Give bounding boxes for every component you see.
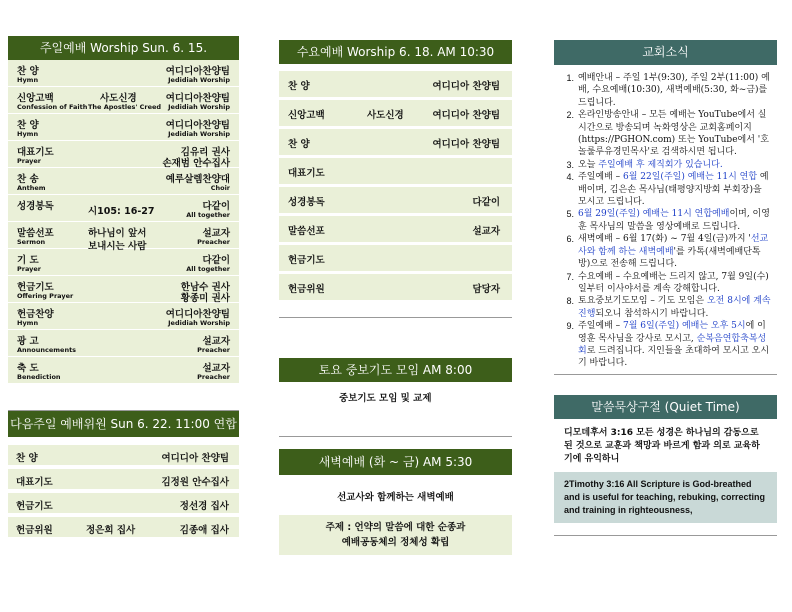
order-item-korean: 기 도 — [17, 255, 39, 266]
sunday-order-row — [8, 330, 239, 357]
order-item-english: Hymn — [17, 76, 39, 84]
news-item-text — [578, 171, 771, 208]
news-text: 수요예배 – 수요예배는 드리지 않고, 7월 9일(수)일부터 이사야서를 계속 강해합니다. — [578, 271, 769, 294]
news-column — [554, 40, 777, 536]
order-item-english: Offering Prayer — [17, 292, 74, 300]
dawn-theme-line-2: 예배공동체의 정체성 확립 — [341, 537, 450, 548]
news-item-text — [578, 271, 771, 296]
order-item-leader: 설교자 — [202, 228, 230, 239]
order-item-leader: 여디디아 찬양팀 — [432, 139, 500, 150]
news-item — [560, 159, 771, 171]
news-item-number: 2. — [566, 110, 574, 121]
order-item-korean: 찬 양 — [17, 66, 39, 77]
news-highlight: 순복음연합축복성회 — [578, 333, 767, 356]
dawn-worship-line: 선교사와 함께하는 새벽예배 — [337, 492, 454, 503]
news-text: 예배이며, 김은손 목사님(태평양지방회 부회장)을 모시고 드립니다. — [578, 172, 769, 208]
sunday-column — [8, 36, 239, 541]
news-highlight: 주일예배 후 제직회가 있습니다. — [598, 159, 723, 170]
news-item-text — [578, 72, 771, 109]
wednesday-order-row — [279, 245, 512, 271]
order-item-korean: 신앙고백 — [288, 110, 325, 121]
sunday-order-row — [8, 114, 239, 141]
news-item-number: 9. — [566, 321, 574, 332]
news-item-text — [578, 233, 771, 270]
quiet-time-korean: 디모데후서 3:16 모든 성경은 하나님의 감동으로 된 것으로 교훈과 책망과 바르게 함과 의로 교육하기에 유익하니 — [564, 427, 760, 464]
saturday-prayer-header: 토요 중보기도 모임 AM 8:00 — [279, 358, 512, 382]
order-item-korean: 성경봉독 — [288, 197, 325, 208]
sunday-order-row — [8, 357, 239, 384]
news-highlight: 선교사와 함께 하는 새벽예배 — [578, 234, 769, 257]
order-item-english: Announcements — [17, 346, 77, 354]
wednesday-order-row — [279, 129, 512, 155]
church-news-list — [560, 72, 771, 370]
order-item-korean: 축 도 — [17, 363, 39, 374]
order-item-leader: 여디디아 찬양팀 — [432, 81, 500, 92]
news-item-number: 8. — [566, 296, 574, 307]
news-item-number: 6. — [566, 234, 574, 245]
news-item — [560, 233, 771, 270]
duty-member: 김종애 집사 — [179, 525, 229, 536]
order-item-leader: 다같이 — [202, 201, 230, 212]
order-item-korean: 말씀선포 — [17, 228, 54, 239]
news-text: 이며, 이영훈 목사님의 말씀을 영상예배로 드립니다. — [578, 209, 770, 232]
order-item-leader: 다같이 — [472, 197, 500, 208]
wednesday-order-row — [279, 216, 512, 242]
news-highlight: 6월 29일(주일) 예배는 11시 연합예배 — [578, 209, 730, 220]
news-text: 주일예배 – — [578, 321, 623, 332]
order-item-korean: 찬 송 — [17, 174, 39, 185]
order-item-korean: 헌금기도 — [288, 255, 325, 266]
order-item-leader-sub: Choir — [210, 184, 230, 192]
news-item-text — [578, 320, 771, 370]
news-item-text — [578, 295, 771, 320]
order-item-leader-sub: Preacher — [197, 238, 230, 246]
next-sunday-row — [8, 445, 239, 469]
order-item-leader-sub: Jedidiah Worship — [168, 103, 230, 111]
wednesday-order-row — [279, 187, 512, 213]
order-item-korean: 광 고 — [17, 336, 39, 347]
news-text: 로 드려집니다. 지인들을 초대하여 모시고 오시기 바랍니다. — [578, 345, 770, 369]
duty-member: 정은희 집사 — [86, 525, 136, 536]
news-item — [560, 109, 771, 159]
news-text: 새벽예배 – 6월 17(화) ~ 7월 4일(금)까지 ' — [578, 234, 751, 245]
order-item-leader-sub: Jedidiah Worship — [168, 76, 230, 84]
order-item-leader-sub: Preacher — [197, 346, 230, 354]
order-item-leader: 여디디아찬양팀 — [165, 309, 230, 320]
wednesday-order-list — [279, 71, 512, 300]
order-item-detail: 사도신경 — [100, 93, 137, 104]
order-item-leader: 한남수 권사 — [180, 282, 230, 293]
duty-member: 여디디아 찬양팀 — [161, 453, 229, 464]
next-sunday-row — [8, 517, 239, 541]
wednesday-worship-header: 수요예배 Worship 6. 18. AM 10:30 — [279, 40, 512, 64]
order-item-leader: 여디디아찬양팀 — [165, 93, 230, 104]
order-item-detail: 사도신경 — [367, 110, 404, 121]
wednesday-order-row — [279, 71, 512, 97]
sunday-order-row — [8, 141, 239, 168]
saturday-prayer-text: 중보기도 모임 및 교제 — [339, 393, 432, 404]
news-text: 되오니 참석하시기 바랍니다. — [595, 308, 709, 319]
order-item-english: Hymn — [17, 130, 39, 138]
church-news-header: 교회소식 — [554, 40, 777, 65]
wednesday-column — [279, 40, 512, 555]
news-item — [560, 320, 771, 370]
order-item-leader: 설교자 — [202, 336, 230, 347]
section-divider — [279, 317, 512, 318]
order-item-korean: 신앙고백 — [17, 93, 54, 104]
news-item — [560, 171, 771, 208]
duty-role: 헌금기도 — [16, 501, 53, 512]
order-item-korean: 대표기도 — [288, 168, 325, 179]
order-item-leader: 예루살렘찬양대 — [165, 174, 230, 185]
order-item-leader: 담당자 — [472, 284, 500, 295]
news-item-number: 4. — [566, 172, 574, 183]
wednesday-order-row — [279, 274, 512, 300]
order-item-leader: 다같이 — [202, 255, 230, 266]
quiet-time-english: 2Timothy 3:16 All Scripture is God-breathed and is useful for teaching, rebuking, correcting and training in righteousness, — [554, 472, 777, 523]
sunday-order-row — [8, 249, 239, 276]
news-item — [560, 271, 771, 296]
news-item-number: 1. — [566, 73, 574, 83]
order-item-detail-sub: The Apostles' Creed — [88, 103, 162, 111]
order-item-leader: 여디디아찬양팀 — [165, 120, 230, 131]
order-item-korean: 찬 양 — [288, 81, 310, 92]
news-item-number: 3. — [566, 159, 574, 170]
order-item-leader-sub: Jedidiah Worship — [168, 130, 230, 138]
order-item-korean: 찬 양 — [288, 139, 310, 150]
news-item — [560, 72, 771, 109]
order-item-detail: 시105: 16-27 — [88, 206, 155, 217]
sunday-order-row — [8, 276, 239, 303]
order-item-leader: 설교자 — [472, 226, 500, 237]
duty-role: 대표기도 — [16, 477, 53, 488]
quiet-time-header: 말씀묵상구절 (Quiet Time) — [554, 395, 777, 419]
order-item-korean: 성경봉독 — [17, 201, 54, 212]
news-text: 주일예배 – — [578, 172, 623, 183]
sunday-order-row — [8, 168, 239, 195]
order-item-korean: 헌금위원 — [288, 284, 325, 295]
section-divider — [554, 535, 777, 536]
sunday-order-row — [8, 60, 239, 87]
order-item-leader-sub: 황종미 권사 — [180, 293, 230, 304]
order-item-leader-sub: All together — [186, 211, 230, 219]
order-item-leader: 여디디아찬양팀 — [165, 66, 230, 77]
order-item-detail: 하나님이 앞서 — [88, 228, 147, 239]
sunday-order-row — [8, 303, 239, 330]
order-item-english: Sermon — [17, 238, 46, 246]
next-sunday-list — [8, 445, 239, 541]
duty-member: 정선경 집사 — [179, 501, 229, 512]
order-item-english: Benediction — [17, 373, 61, 381]
news-item-text — [578, 208, 771, 233]
order-item-korean: 헌금찬양 — [17, 309, 54, 320]
news-text: '를 카톡(새벽예배단톡방)으로 전송해 드립니다. — [578, 246, 761, 270]
dawn-worship-header: 새벽예배 (화 ~ 금) AM 5:30 — [279, 449, 512, 475]
news-item — [560, 295, 771, 320]
news-highlight: 6월 22일(주일) 예배는 11시 연합 — [623, 172, 758, 183]
news-text: 예배안내 – 주일 1부(9:30), 주일 2부(11:00) 예배, 수요예배(10:30), 새벽예배(5:30, 화~금)를 드립니다. — [578, 73, 770, 108]
wednesday-order-row — [279, 158, 512, 184]
news-item-text — [578, 159, 723, 171]
order-item-leader-sub: Preacher — [197, 373, 230, 381]
section-divider — [279, 436, 512, 437]
order-item-leader: 설교자 — [202, 363, 230, 374]
duty-role: 헌금위원 — [16, 525, 53, 536]
sunday-order-row — [8, 195, 239, 222]
news-highlight: 오전 8시에 계속 진행 — [578, 296, 771, 319]
order-item-korean: 말씀선포 — [288, 226, 325, 237]
church-news-body — [554, 65, 777, 375]
order-item-korean: 헌금기도 — [17, 282, 54, 293]
order-item-leader-sub: Jedidiah Worship — [168, 319, 230, 327]
next-sunday-header: 다음주일 예배위원 Sun 6. 22. 11:00 연합 — [8, 411, 239, 437]
news-item-number: 5. — [566, 209, 574, 220]
dawn-worship-theme — [279, 515, 512, 555]
duty-role: 찬 양 — [16, 453, 38, 464]
news-item-number: 7. — [566, 271, 574, 282]
order-item-english: Anthem — [17, 184, 46, 192]
next-sunday-row — [8, 493, 239, 517]
news-text: 오늘 — [578, 159, 599, 170]
sunday-worship-header: 주일예배 Worship Sun. 6. 15. — [8, 36, 239, 60]
order-item-leader: 여디디아 찬양팀 — [432, 110, 500, 121]
order-item-english: Prayer — [17, 157, 42, 165]
sunday-order-row — [8, 222, 239, 252]
next-sunday-row — [8, 469, 239, 493]
order-item-korean: 대표기도 — [17, 147, 54, 158]
order-item-detail-sub: 보내시는 사람 — [88, 241, 147, 252]
sunday-order-list — [8, 60, 239, 384]
duty-member: 김정원 안수집사 — [161, 477, 229, 488]
order-item-leader-sub: 손재범 안수집사 — [162, 158, 230, 169]
news-item — [560, 208, 771, 233]
news-text: 온라인방송안내 – 모든 예배는 YouTube에서 실시간으로 방송되며 녹화영상은 교회홈페이지(https://PGHON.com) 또는 YouTube에서 '호놀룰루유경민목사'로 검색하시면 됩니다. — [578, 110, 769, 158]
news-text: 토요중보기도모임 – 기도 모임은 — [578, 296, 707, 307]
wednesday-order-row — [279, 100, 512, 126]
order-item-english: Confession of Faith — [17, 103, 88, 111]
order-item-leader: 김유리 권사 — [180, 147, 230, 158]
news-text: 에 이영훈 목사님을 강사로 모시고, — [578, 321, 766, 344]
sunday-order-row — [8, 87, 239, 114]
news-highlight: 7월 6일(주일) 예배는 오후 5시 — [623, 321, 746, 332]
news-item-text — [578, 109, 771, 159]
order-item-english: Hymn — [17, 319, 39, 327]
order-item-leader-sub: All together — [186, 265, 230, 273]
order-item-english: Prayer — [17, 265, 42, 273]
order-item-korean: 찬 양 — [17, 120, 39, 131]
dawn-theme-line-1: 주제 : 언약의 말씀에 대한 순종과 — [325, 522, 466, 533]
